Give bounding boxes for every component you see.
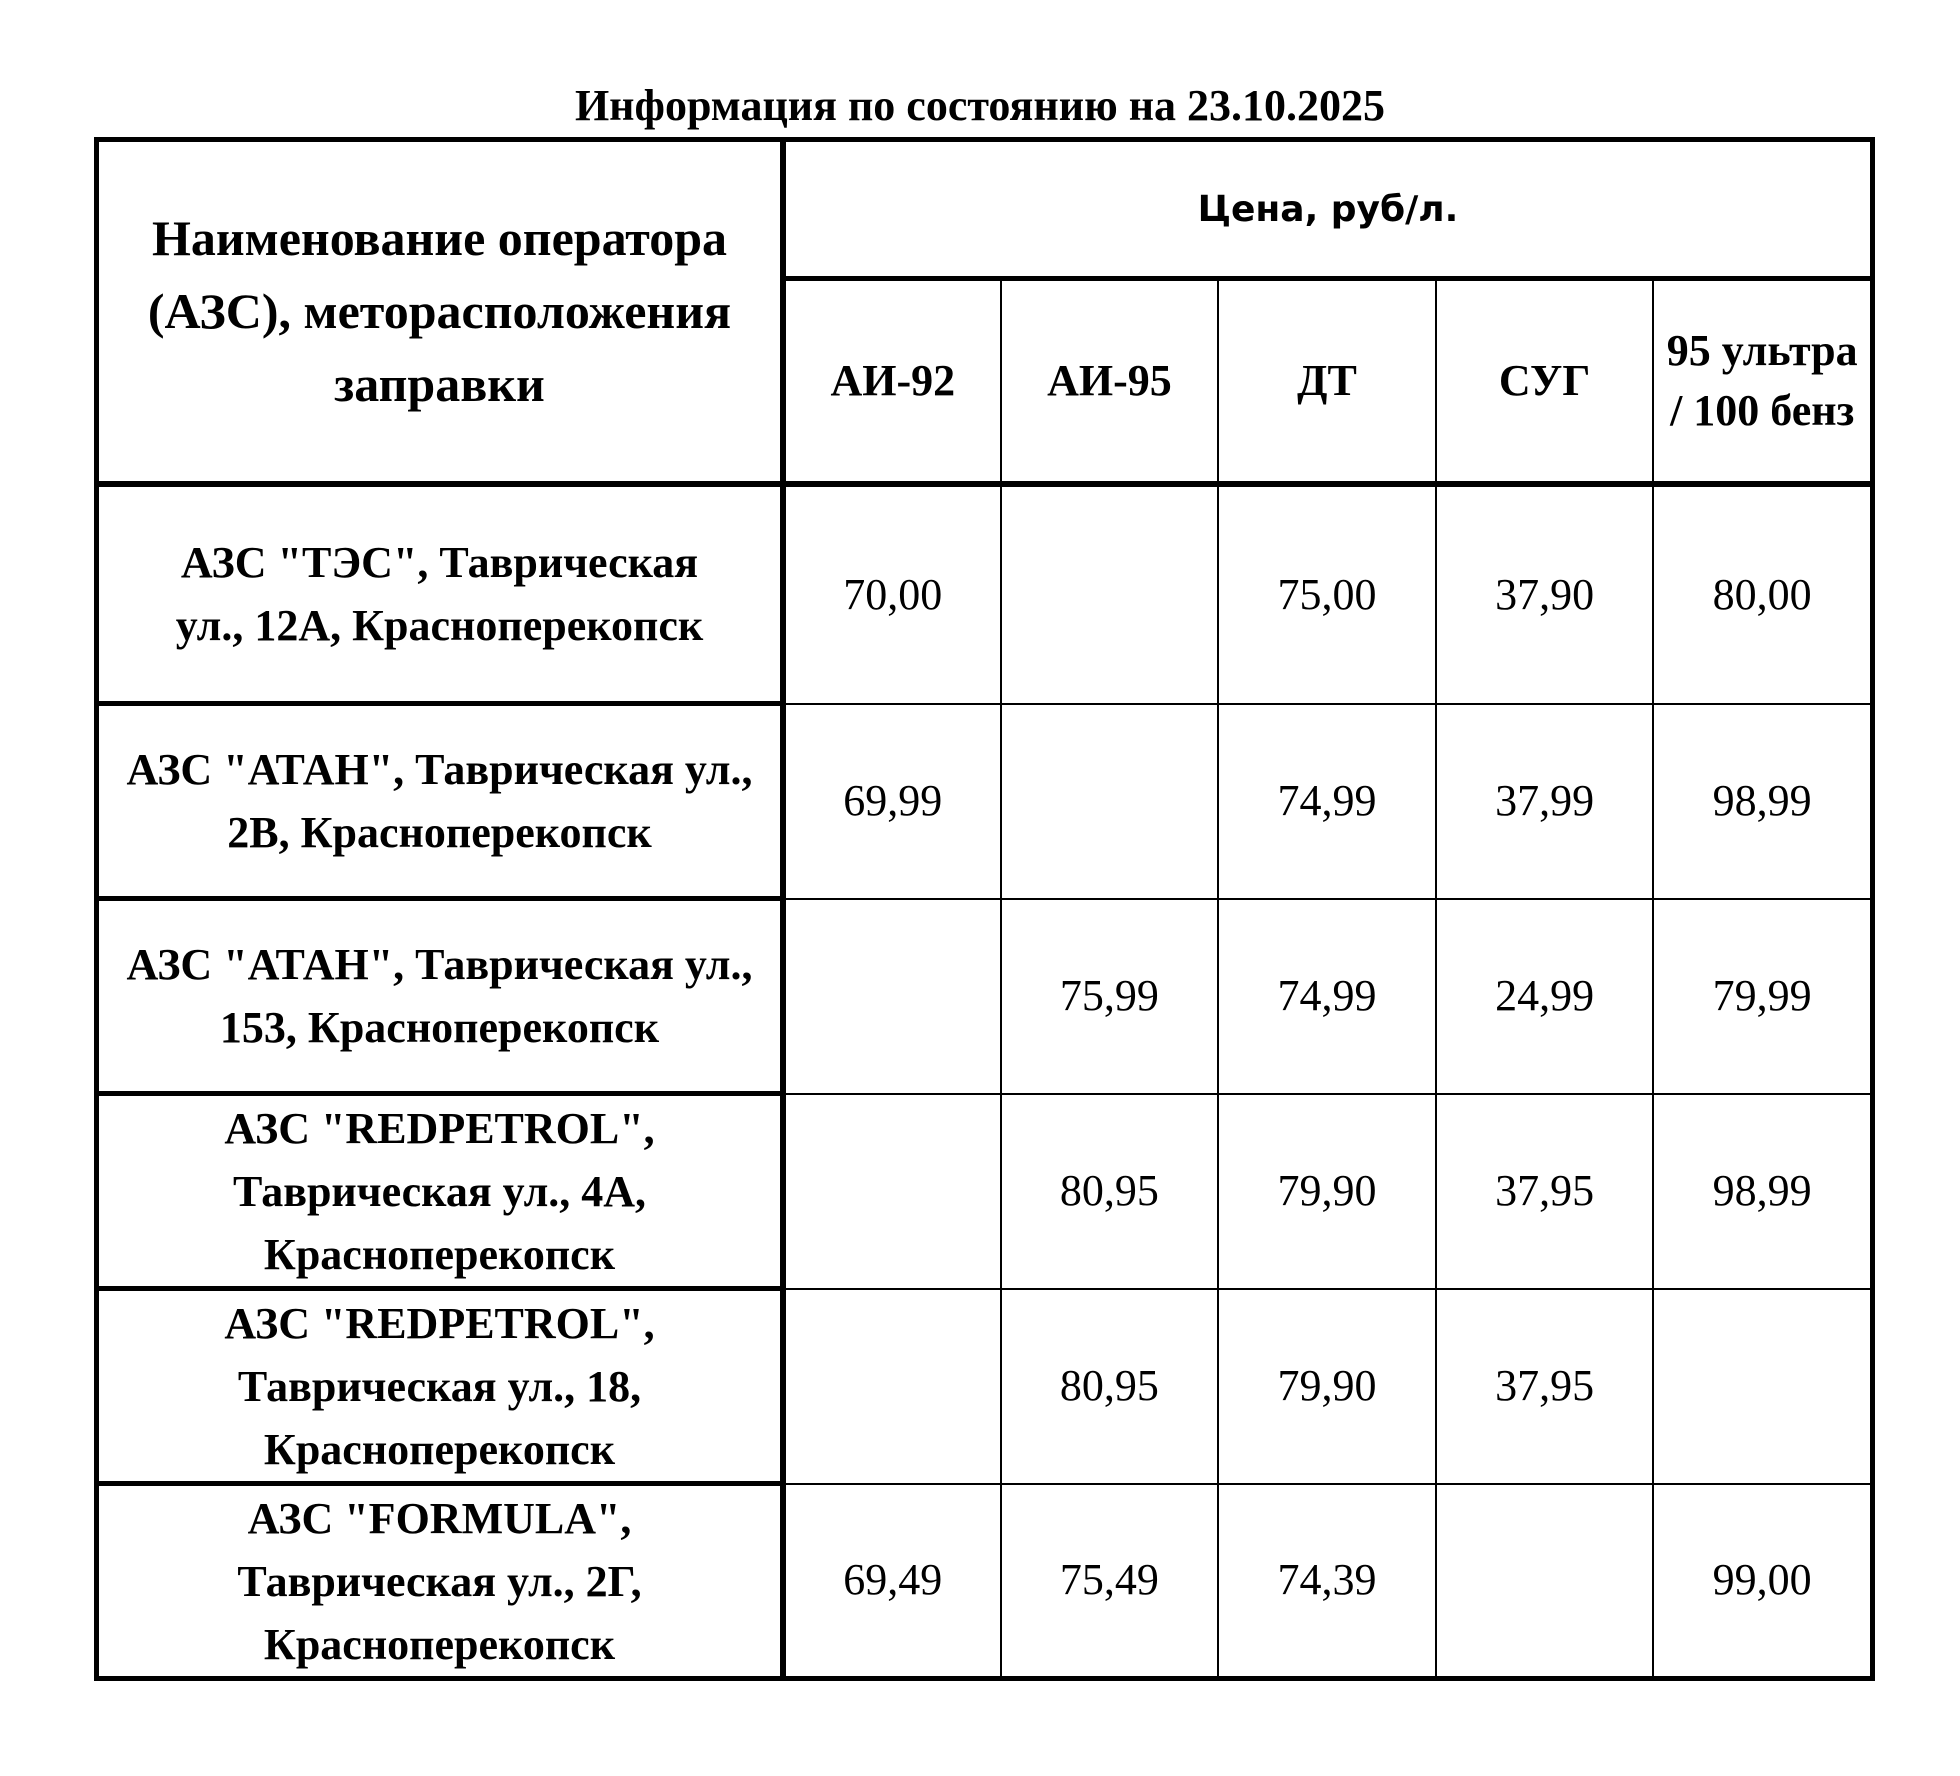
fuel-header-ai92: АИ-92	[783, 279, 1001, 485]
price-cell	[1001, 484, 1219, 704]
price-cell: 99,00	[1653, 1484, 1871, 1678]
price-cell: 74,99	[1218, 899, 1436, 1094]
price-cell: 75,49	[1001, 1484, 1219, 1678]
station-name: АЗС "АТАН", Таврическая ул., 2В, Красноперекопск	[98, 704, 783, 899]
price-cell: 79,90	[1218, 1094, 1436, 1289]
station-name-header	[98, 141, 783, 484]
fuel-price-table	[97, 140, 1872, 1678]
station-name: АЗС "REDPETROL", Таврическая ул., 18, Красноперекопск	[98, 1289, 783, 1484]
price-cell	[1001, 704, 1219, 899]
table-row	[98, 1289, 1871, 1484]
price-cell: 98,99	[1653, 1094, 1871, 1289]
station-name: АЗС "ТЭС", Таврическая ул., 12А, Красноперекопск	[98, 484, 783, 704]
price-cell: 74,39	[1218, 1484, 1436, 1678]
price-cell: 69,99	[783, 704, 1001, 899]
station-name: АЗС "REDPETROL", Таврическая ул., 4А, Красноперекопск	[98, 1094, 783, 1289]
price-cell: 37,90	[1436, 484, 1654, 704]
price-cell	[783, 1289, 1001, 1484]
fuel-header-95-ultra-100: 95 ультра / 100 бенз	[1653, 279, 1871, 485]
price-cell: 79,90	[1218, 1289, 1436, 1484]
station-name-header-text: Наименование оператора (АЗС), меторасположения заправки	[147, 210, 732, 412]
price-cell: 75,00	[1218, 484, 1436, 704]
price-cell	[1436, 1484, 1654, 1678]
price-cell: 24,99	[1436, 899, 1654, 1094]
fuel-header-sug: СУГ	[1436, 279, 1654, 485]
station-name: АЗС "FORMULA", Таврическая ул., 2Г, Красноперекопск	[98, 1484, 783, 1678]
price-cell: 37,99	[1436, 704, 1654, 899]
price-cell: 80,95	[1001, 1289, 1219, 1484]
table-row	[98, 899, 1871, 1094]
price-cell: 98,99	[1653, 704, 1871, 899]
price-cell: 80,95	[1001, 1094, 1219, 1289]
price-cell: 74,99	[1218, 704, 1436, 899]
document-title: Информация по состоянию на 23.10.2025	[574, 81, 1386, 130]
price-header: Цена, руб/л.	[783, 141, 1871, 279]
price-cell: 75,99	[1001, 899, 1219, 1094]
table-row	[98, 704, 1871, 899]
table-row	[98, 1094, 1871, 1289]
price-cell	[783, 899, 1001, 1094]
table-row	[98, 1484, 1871, 1678]
price-cell: 37,95	[1436, 1094, 1654, 1289]
price-cell	[783, 1094, 1001, 1289]
table-row	[98, 484, 1871, 704]
price-cell: 70,00	[783, 484, 1001, 704]
price-cell: 79,99	[1653, 899, 1871, 1094]
fuel-header-dt: ДТ	[1218, 279, 1436, 485]
price-cell: 37,95	[1436, 1289, 1654, 1484]
price-cell: 80,00	[1653, 484, 1871, 704]
station-name: АЗС "АТАН", Таврическая ул., 153, Красноперекопск	[98, 899, 783, 1094]
fuel-header-ai95: АИ-95	[1001, 279, 1219, 485]
price-cell: 69,49	[783, 1484, 1001, 1678]
price-cell	[1653, 1289, 1871, 1484]
